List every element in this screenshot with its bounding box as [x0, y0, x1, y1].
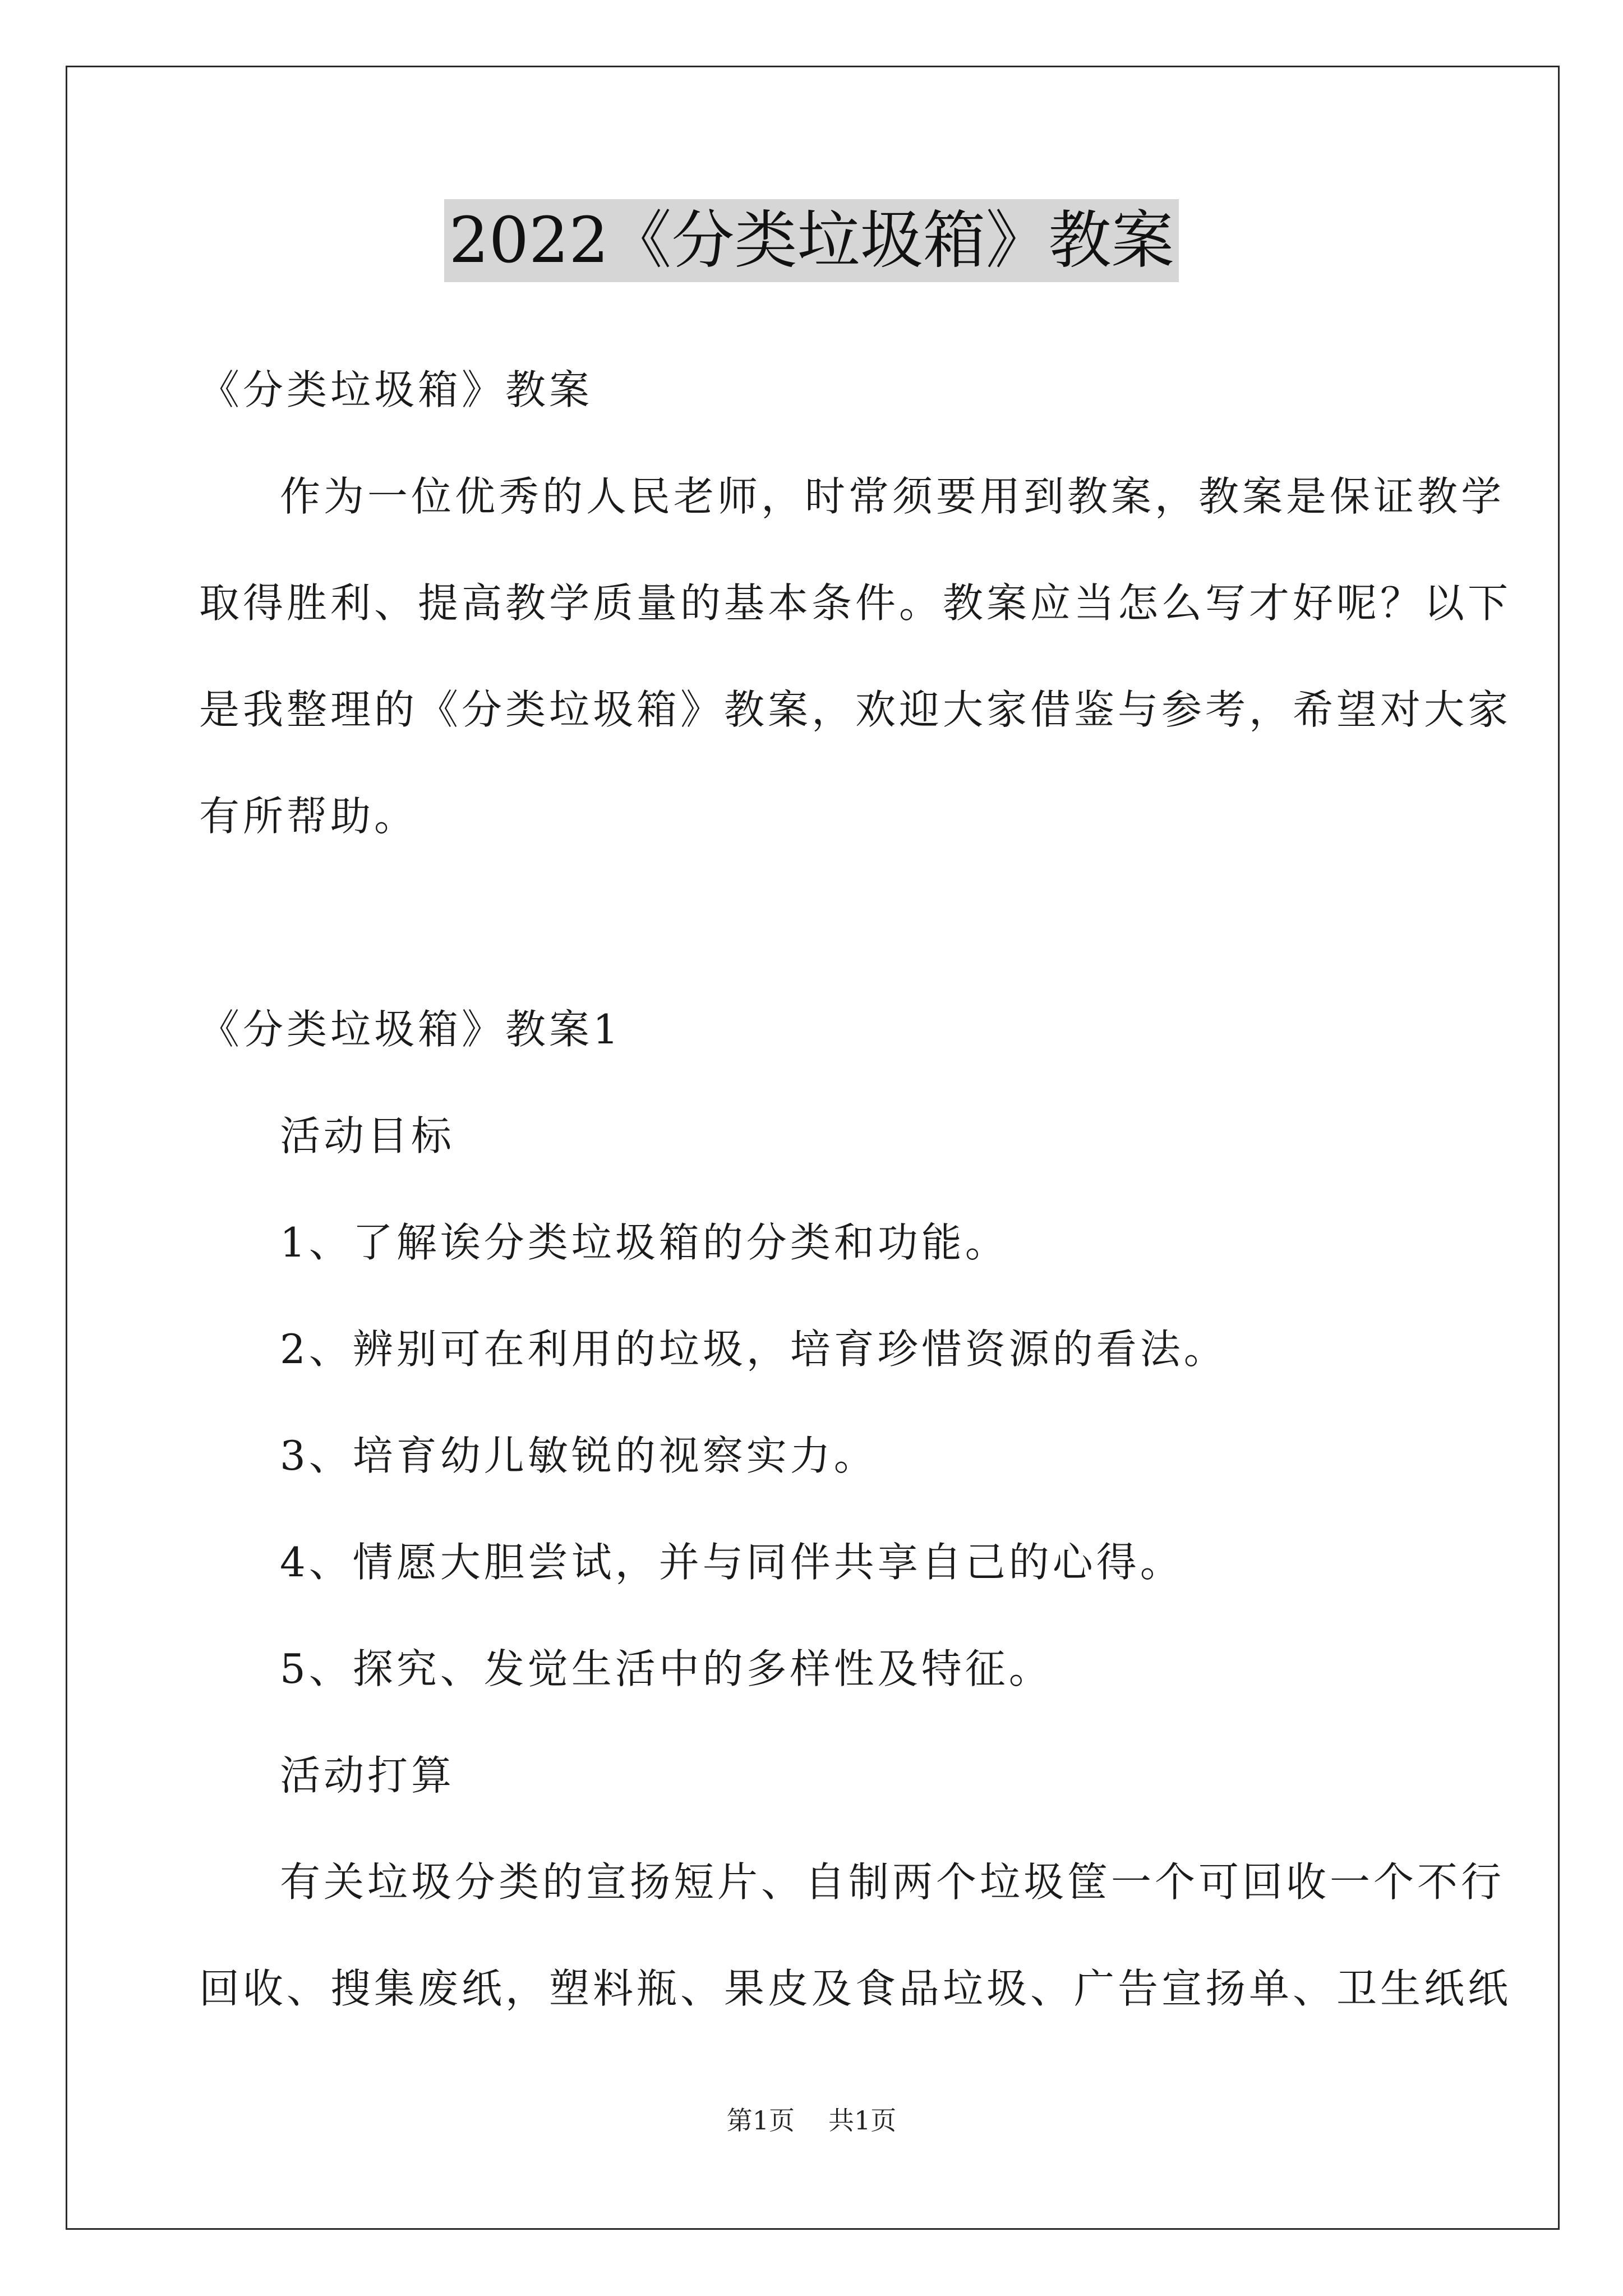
section-heading: 《分类垃圾箱》教案1	[199, 1006, 622, 1053]
page-number: 第1页	[726, 2105, 795, 2136]
paragraph-line: 有所帮助。	[199, 793, 418, 840]
list-item: 3、培育幼儿敏锐的视察实力。	[280, 1432, 878, 1479]
list-item: 1、了解诶分类垃圾箱的分类和功能。	[280, 1219, 1009, 1266]
title-container	[0, 199, 1623, 282]
list-item: 5、探究、发觉生活中的多样性及特征。	[280, 1645, 1053, 1692]
subsection-heading: 活动目标	[280, 1112, 455, 1159]
document-title: 2022《分类垃圾箱》教案	[444, 199, 1178, 282]
page-total: 共1页	[828, 2105, 897, 2136]
paragraph-line: 有关垃圾分类的宣扬短片、自制两个垃圾筐一个可回收一个不行	[280, 1858, 1505, 1906]
blank-line	[199, 869, 1427, 976]
paragraph-line: 作为一位优秀的人民老师，时常须要用到教案，教案是保证教学	[280, 473, 1505, 520]
section-heading: 《分类垃圾箱》教案	[199, 366, 593, 413]
list-item: 2、辨别可在利用的垃圾，培育珍惜资源的看法。	[280, 1326, 1228, 1373]
paragraph-line: 是我整理的《分类垃圾箱》教案，欢迎大家借鉴与参考，希望对大家	[199, 686, 1512, 733]
list-item: 4、情愿大胆尝试，并与同伴共享自己的心得。	[280, 1539, 1184, 1586]
paragraph-line: 取得胜利、提高教学质量的基本条件。教案应当怎么写才好呢？以下	[199, 579, 1512, 627]
subsection-heading: 活动打算	[280, 1752, 455, 1799]
page-footer	[0, 2104, 1623, 2137]
document-body	[199, 337, 1512, 2042]
paragraph-line: 回收、搜集废纸，塑料瓶、果皮及食品垃圾、广告宣扬单、卫生纸纸	[199, 1965, 1512, 2012]
